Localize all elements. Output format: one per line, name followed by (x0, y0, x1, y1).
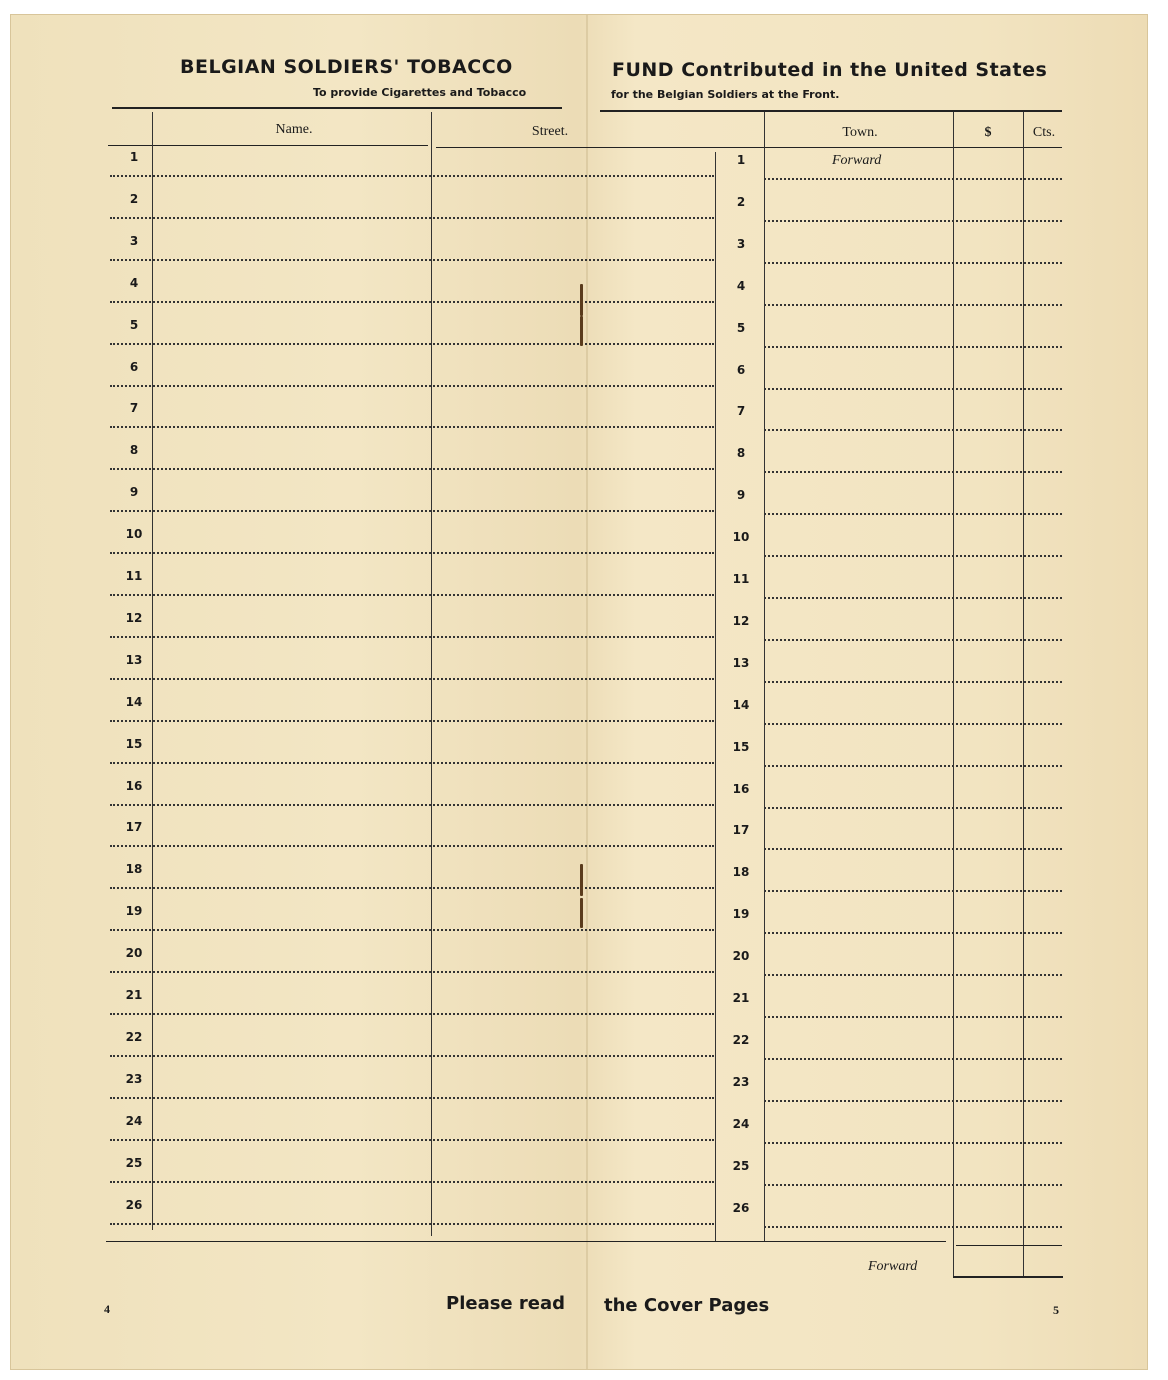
row-number-right: 24 (732, 1116, 750, 1131)
row-number-left: 24 (125, 1113, 143, 1128)
row-number-right: 16 (732, 781, 750, 796)
row-dotted-line-right (764, 639, 1062, 641)
row-number-left: 26 (125, 1197, 143, 1212)
rule-dollars-cents (1023, 112, 1024, 1277)
row-dotted-line-right (764, 471, 1062, 473)
row-number-right: 18 (732, 865, 750, 880)
row-dotted-line-left (110, 217, 714, 219)
row-number-left: 6 (129, 359, 139, 374)
staple-bottom-lower (580, 898, 583, 928)
row-number-left: 1 (129, 150, 139, 164)
row-number-left: 25 (125, 1155, 143, 1170)
row-dotted-line-right (764, 1016, 1062, 1018)
row-number-left: 13 (125, 652, 143, 667)
row-dotted-line-right (764, 681, 1062, 683)
row-dotted-line-right (764, 304, 1062, 306)
footer-right-text: the Cover Pages (604, 1295, 770, 1316)
row-number-left: 17 (125, 820, 143, 835)
row-dotted-line-right (764, 1184, 1062, 1186)
row-dotted-line-right (764, 765, 1062, 767)
row-number-right: 25 (732, 1158, 750, 1173)
row-number-left: 16 (125, 778, 143, 793)
row-number-right: 7 (736, 404, 746, 419)
row-number-left: 21 (125, 988, 143, 1002)
header-right-title: FUND Contributed in the United States (612, 59, 1048, 81)
row-number-left: 14 (125, 694, 143, 709)
column-header-dollars: $ (984, 125, 992, 140)
header-left-title: BELGIAN SOLDIERS' TOBACCO (180, 56, 513, 78)
forward-total-rule (953, 1276, 1063, 1278)
row-number-right: 21 (732, 991, 750, 1005)
forward-top-label: Forward (832, 153, 882, 168)
row-dotted-line-left (110, 1055, 714, 1057)
row-dotted-line-right (764, 1142, 1062, 1144)
rule-number-town (764, 112, 765, 1242)
row-dotted-line-left (110, 259, 714, 261)
row-number-right: 8 (736, 446, 746, 461)
row-number-left: 20 (125, 946, 143, 961)
row-dotted-line-left (110, 385, 714, 387)
row-dotted-line-left (110, 762, 714, 764)
column-header-rule-right (436, 147, 1062, 148)
row-number-left: 4 (129, 275, 139, 290)
row-dotted-line-right (764, 807, 1062, 809)
row-dotted-line-right (764, 429, 1062, 431)
row-dotted-line-right (764, 932, 1062, 934)
row-dotted-line-right (764, 262, 1062, 264)
column-header-street: Street. (531, 124, 569, 139)
row-number-left: 8 (129, 443, 139, 458)
staple-top (580, 284, 583, 316)
row-dotted-line-left (110, 1139, 714, 1141)
row-number-left: 7 (129, 401, 139, 416)
forward-bottom-label: Forward (868, 1259, 918, 1274)
row-dotted-line-left (110, 804, 714, 806)
row-dotted-line-left (110, 1181, 714, 1183)
column-header-rule-left (108, 145, 428, 146)
row-number-right: 5 (736, 320, 746, 335)
bottom-rule-left (106, 1241, 946, 1242)
row-number-left: 19 (125, 904, 143, 919)
row-dotted-line-right (764, 723, 1062, 725)
row-dotted-line-left (110, 552, 714, 554)
row-number-right: 12 (732, 613, 750, 628)
row-number-left: 23 (125, 1071, 143, 1086)
row-number-left: 11 (125, 569, 143, 583)
row-dotted-line-left (110, 1097, 714, 1099)
row-dotted-line-left (110, 971, 714, 973)
row-dotted-line-right (764, 1226, 1062, 1228)
row-number-right: 1 (736, 153, 746, 167)
row-dotted-line-left (110, 1223, 714, 1225)
row-number-left: 5 (129, 317, 139, 332)
header-rule-right (600, 110, 1062, 112)
row-dotted-line-left (110, 343, 714, 345)
row-number-right: 26 (732, 1200, 750, 1215)
rule-town-dollars (953, 112, 954, 1277)
row-dotted-line-left (110, 594, 714, 596)
row-number-right: 19 (732, 907, 750, 922)
row-dotted-line-right (764, 1100, 1062, 1102)
row-dotted-line-left (110, 720, 714, 722)
row-dotted-line-left (110, 175, 714, 177)
row-number-left: 18 (125, 862, 143, 877)
row-dotted-line-right (764, 974, 1062, 976)
row-number-right: 22 (732, 1032, 750, 1047)
row-number-left: 3 (129, 233, 139, 248)
column-header-name: Name. (275, 122, 313, 137)
row-dotted-line-right (764, 555, 1062, 557)
row-number-left: 22 (125, 1029, 143, 1044)
row-number-left: 12 (125, 610, 143, 625)
row-dotted-line-right (764, 178, 1062, 180)
row-dotted-line-right (764, 388, 1062, 390)
row-number-right: 15 (732, 739, 750, 754)
row-dotted-line-left (110, 301, 714, 303)
row-dotted-line-left (110, 510, 714, 512)
row-dotted-line-right (764, 1058, 1062, 1060)
row-number-right: 17 (732, 823, 750, 838)
header-right-subtitle: for the Belgian Soldiers at the Front. (611, 88, 840, 101)
header-left-subtitle: To provide Cigarettes and Tobacco (313, 86, 527, 99)
row-dotted-line-right (764, 597, 1062, 599)
staple-top-lower (580, 316, 583, 346)
footer-left-text: Please read (446, 1293, 566, 1314)
row-dotted-line-left (110, 426, 714, 428)
row-dotted-line-left (110, 845, 714, 847)
row-number-left: 15 (125, 736, 143, 751)
row-dotted-line-right (764, 513, 1062, 515)
row-number-right: 20 (732, 949, 750, 964)
row-number-right: 4 (736, 278, 746, 293)
rule-street-number (715, 152, 716, 1242)
column-header-town: Town. (842, 125, 878, 140)
row-number-right: 9 (736, 488, 746, 503)
row-dotted-line-right (764, 346, 1062, 348)
bottom-rule-right (956, 1245, 1062, 1246)
row-number-right: 2 (736, 194, 746, 209)
rule-number-column (152, 112, 153, 1230)
row-dotted-line-left (110, 636, 714, 638)
row-number-right: 13 (732, 655, 750, 670)
row-dotted-line-left (110, 678, 714, 680)
row-dotted-line-right (764, 220, 1062, 222)
page-number-right: 5 (1053, 1303, 1059, 1317)
row-number-right: 23 (732, 1074, 750, 1089)
row-number-right: 11 (732, 572, 750, 586)
row-dotted-line-right (764, 890, 1062, 892)
column-header-cents: Cts. (1032, 125, 1056, 140)
row-number-right: 3 (736, 236, 746, 251)
row-dotted-line-left (110, 468, 714, 470)
page-number-left: 4 (104, 1302, 110, 1316)
row-number-right: 10 (732, 530, 750, 545)
row-dotted-line-right (764, 848, 1062, 850)
row-dotted-line-left (110, 887, 714, 889)
header-rule-left (112, 107, 562, 109)
row-number-left: 9 (129, 485, 139, 500)
row-dotted-line-left (110, 929, 714, 931)
row-number-right: 6 (736, 362, 746, 377)
row-number-left: 2 (129, 191, 139, 206)
row-number-right: 14 (732, 697, 750, 712)
row-number-left: 10 (125, 527, 143, 542)
rule-name-street (431, 112, 432, 1236)
staple-bottom (580, 864, 583, 896)
row-dotted-line-left (110, 1013, 714, 1015)
